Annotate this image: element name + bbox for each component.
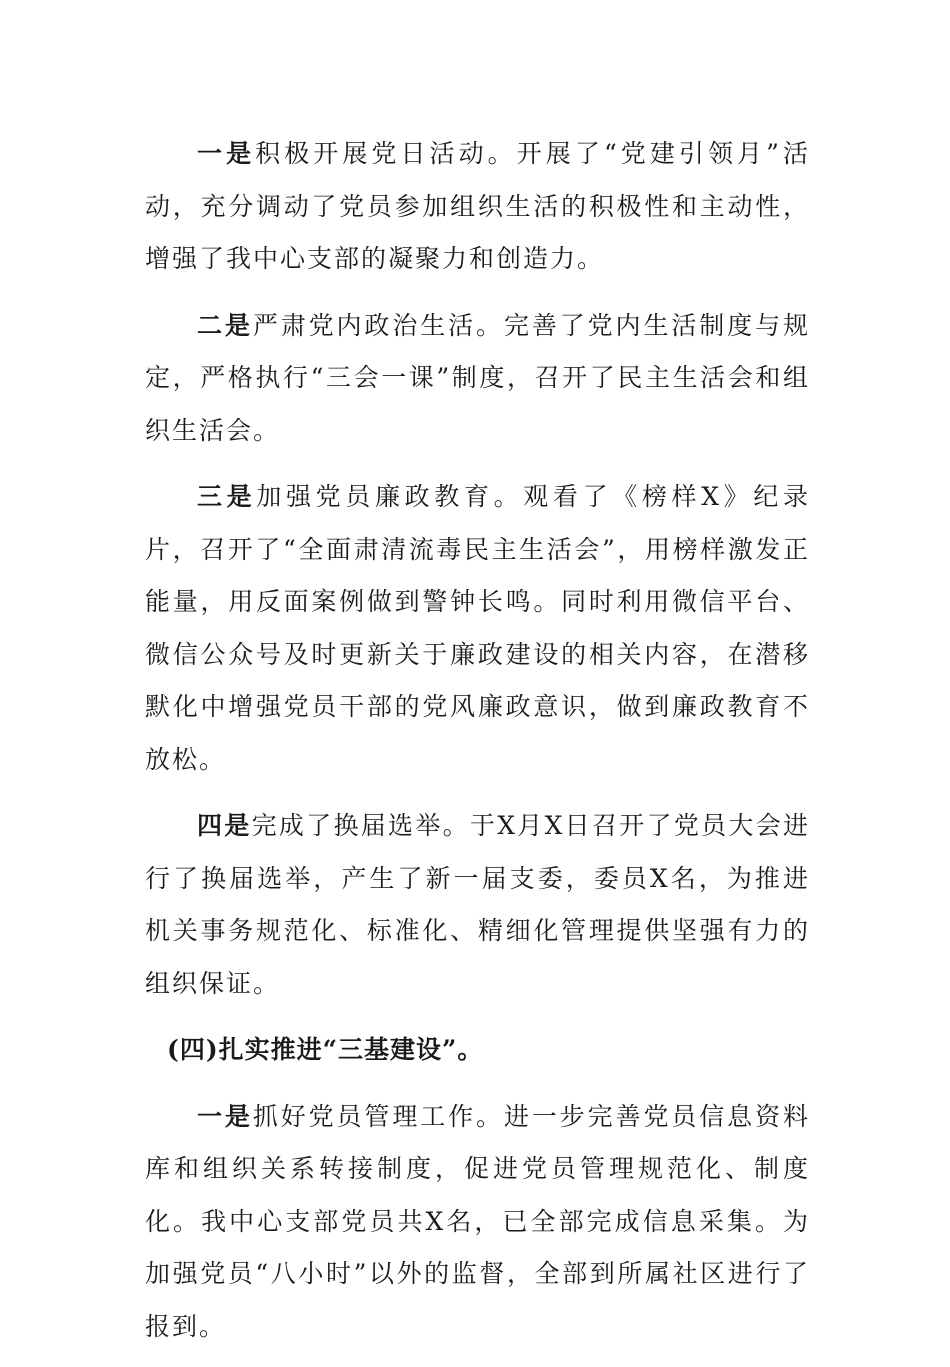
paragraph-5-text: 抓好党员管理工作。进一步完善党员信息资料库和组织关系转接制度，促进党员管理规范化、制度化。我中心支部党员共X名，已全部完成信息采集。为加强党员“八小时”以外的监督，全部到所属社区进行了报到。 — [145, 1101, 810, 1341]
paragraph-3-lead: 三是 — [197, 482, 257, 511]
paragraph-3 — [145, 471, 810, 786]
paragraph-5 — [145, 1091, 810, 1354]
section-heading: (四)扎实推进“三基建设”。 — [167, 1035, 484, 1064]
paragraph-4 — [145, 800, 810, 1010]
paragraph-1-lead: 一是 — [197, 139, 256, 168]
paragraph-3-text: 加强党员廉政教育。观看了《榜样X》纪录片，召开了“全面肃清流毒民主生活会”，用榜样激发正能量，用反面案例做到警钟长鸣。同时利用微信平台、微信公众号及时更新关于廉政建设的相关内容，在潜移默化中增强党员干部的党风廉政意识，做到廉政教育不放松。 — [145, 482, 810, 774]
paragraph-2-text: 严肃党内政治生活。完善了党内生活制度与规定，严格执行“三会一课”制度，召开了民主生活会和组织生活会。 — [145, 310, 810, 445]
paragraph-2 — [145, 300, 810, 458]
paragraph-4-text: 完成了换届选举。于X月X日召开了党员大会进行了换届选举，产生了新一届支委，委员X名，为推进机关事务规范化、标准化、精细化管理提供坚强有力的组织保证。 — [145, 811, 810, 998]
document-body — [145, 128, 810, 1367]
paragraph-1 — [145, 128, 810, 286]
paragraph-4-lead: 四是 — [197, 811, 252, 840]
paragraph-1-text: 积极开展党日活动。开展了“党建引领月”活动，充分调动了党员参加组织生活的积极性和主动性，增强了我中心支部的凝聚力和创造力。 — [145, 139, 810, 273]
paragraph-5-lead: 一是 — [197, 1101, 253, 1131]
paragraph-2-lead: 二是 — [197, 310, 253, 340]
